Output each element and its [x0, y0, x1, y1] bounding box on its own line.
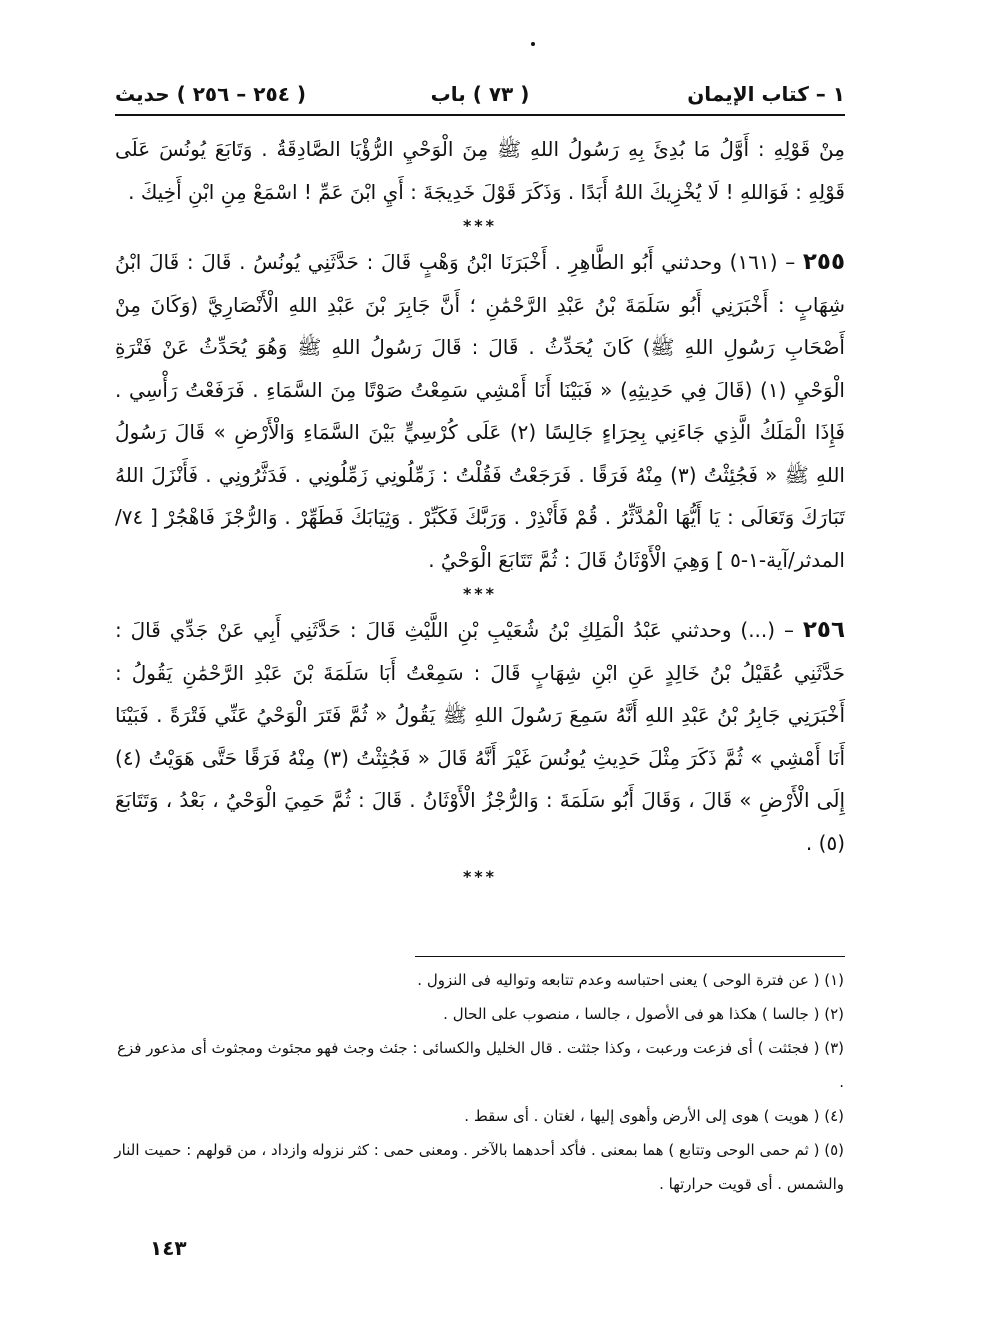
hadith-range: ( ٢٥٤ – ٢٥٦ ) حديث	[115, 82, 307, 106]
hadith-256	[115, 609, 845, 864]
book-title: ١ – كتاب الإيمان	[687, 82, 845, 106]
footnote-2: (٢) ( جالسا ) هكذا هو فى الأصول ، جالسا ، منصوب على الحال .	[443, 1005, 844, 1023]
hadith-text: – (١٦١) وحدثني أَبُو الطَّاهِرِ . أَخْبَرَنَا ابْنُ وَهْبٍ قَالَ : حَدَّثَنِي يُونُسُ . قَالَ : قَالَ ابْنُ شِهَابٍ : أَخْبَرَنِي أَبُو سَلَمَةَ بْنُ عَبْدِ الرَّحْمَٰنِ ؛ أَنَّ جَابِرَ بْنَ عَبْدِ اللهِ الْأَنْصَارِيَّ (وَكَانَ مِنْ أَصْحَابِ رَسُولِ اللهِ ﷺ) كَانَ يُحَدِّثُ . قَالَ : قَالَ رَسُولُ اللهِ ﷺ وَهُوَ يُحَدِّثُ عَنْ فَتْرَةِ الْوَحْيِ (١) (قَالَ فِي حَدِيثِهِ) « فَبَيْنَا أَنَا أَمْشِي سَمِعْتُ صَوْتًا مِنَ السَّمَاءِ . فَرَفَعْتُ رَأْسِي . فَإِذَا الْمَلَكُ الَّذِي جَاءَنِي بِحِرَاءٍ جَالِسًا (٢) عَلَى كُرْسِيٍّ بَيْنَ السَّمَاءِ وَالْأَرْضِ » قَالَ رَسُولُ اللهِ ﷺ « فَجُئِثْتُ (٣) مِنْهُ فَرَقًا . فَرَجَعْتُ فَقُلْتُ : زَمِّلُونِي زَمِّلُونِي . فَدَثَّرُونِي . فَأَنْزَلَ اللهُ تَبَارَكَ وَتَعَالَى : يَا أَيُّهَا الْمُدَّثِّرُ . قُمْ فَأَنْذِرْ . وَرَبَّكَ فَكَبِّرْ . وَثِيَابَكَ فَطَهِّرْ . وَالرُّجْزَ فَاهْجُرْ [ ٧٤/المدثر/آية-١-٥ ] وَهِيَ الْأَوْثَانُ قَالَ : ثُمَّ تَتَابَعَ الْوَحْيُ .	[115, 250, 845, 572]
ink-speck	[531, 42, 535, 46]
section-separator: ***	[462, 216, 498, 235]
hadith-255	[115, 241, 845, 581]
footnote-4: (٤) ( هويت ) هوى إلى الأرض وأهوى إليها ، لغتان . أى سقط .	[464, 1107, 844, 1125]
hadith-text: – (...) وحدثني عَبْدُ الْمَلِكِ بْنُ شُعَيْبِ بْنِ اللَّيْثِ قَالَ : حَدَّثَنِي أَبِي عَنْ جَدِّي قَالَ : حَدَّثَنِي عُقَيْلُ بْنُ خَالِدٍ عَنِ ابْنِ شِهَابٍ قَالَ : سَمِعْتُ أَبَا سَلَمَةَ بْنَ عَبْدِ الرَّحْمَٰنِ يَقُولُ : أَخْبَرَنِي جَابِرُ بْنُ عَبْدِ اللهِ أَنَّهُ سَمِعَ رَسُولَ اللهِ ﷺ يَقُولُ « ثُمَّ فَتَرَ الْوَحْيُ عَنِّي فَتْرَةً . فَبَيْنَا أَنَا أَمْشِي » ثُمَّ ذَكَرَ مِثْلَ حَدِيثِ يُونُسَ غَيْرَ أَنَّهُ قَالَ « فَجُثِثْتُ (٣) مِنْهُ فَرَقًا حَتَّى هَوَيْتُ (٤) إِلَى الْأَرْضِ » قَالَ ، وَقَالَ أَبُو سَلَمَةَ : وَالرُّجْزُ الْأَوْثَانُ . قَالَ : ثُمَّ حَمِيَ الْوَحْيُ ، بَعْدُ ، وَتَتَابَعَ (٥) .	[115, 618, 846, 855]
section-separator: ***	[462, 584, 498, 603]
hadith-number: ٢٥٥	[802, 249, 845, 275]
footnote-5: (٥) ( ثم حمى الوحى وتتابع ) هما بمعنى . فأكد أحدهما بالآخر . ومعنى حمى : كثر نزوله وازداد ، من قولهم : حميت النار والشمس . أى قويت حرارتها .	[114, 1141, 844, 1193]
footnote-1: (١) ( عن فترة الوحى ) يعنى احتباسه وعدم تتابعه وتواليه فى النزول .	[417, 971, 844, 989]
section-separator: ***	[462, 867, 498, 886]
chapter-title: ( ٧٣ ) باب	[430, 82, 530, 106]
footnote-divider	[415, 956, 845, 957]
footnote-3: (٣) ( فجئثت ) أى فزعت ورعبت ، وكذا جثثت . قال الخليل والكسائى : جئث وجث فهو مجئوث ومجثوث أى مذعور فزع .	[117, 1039, 844, 1091]
header-divider	[115, 114, 845, 116]
running-header	[115, 78, 845, 118]
hadith-number: ٢٥٦	[802, 617, 846, 643]
main-text	[115, 128, 845, 892]
paragraph-continuation: مِنْ قَوْلِهِ : أَوَّلُ مَا بُدِئَ بِهِ رَسُولُ اللهِ ﷺ مِنَ الْوَحْيِ الرُّؤْيَا الصَّادِقَةُ . وَتَابَعَ يُونُسَ عَلَى قَوْلِهِ : فَوَاللهِ ! لَا يُخْزِيكَ اللهُ أَبَدًا . وَذَكَرَ قَوْلَ خَدِيجَةَ : أَيِ ابْنَ عَمِّ ! اسْمَعْ مِنِ ابْنِ أَخِيكَ .	[115, 137, 845, 204]
footnotes	[112, 963, 844, 1201]
page-number: ١٤٣	[150, 1236, 187, 1260]
